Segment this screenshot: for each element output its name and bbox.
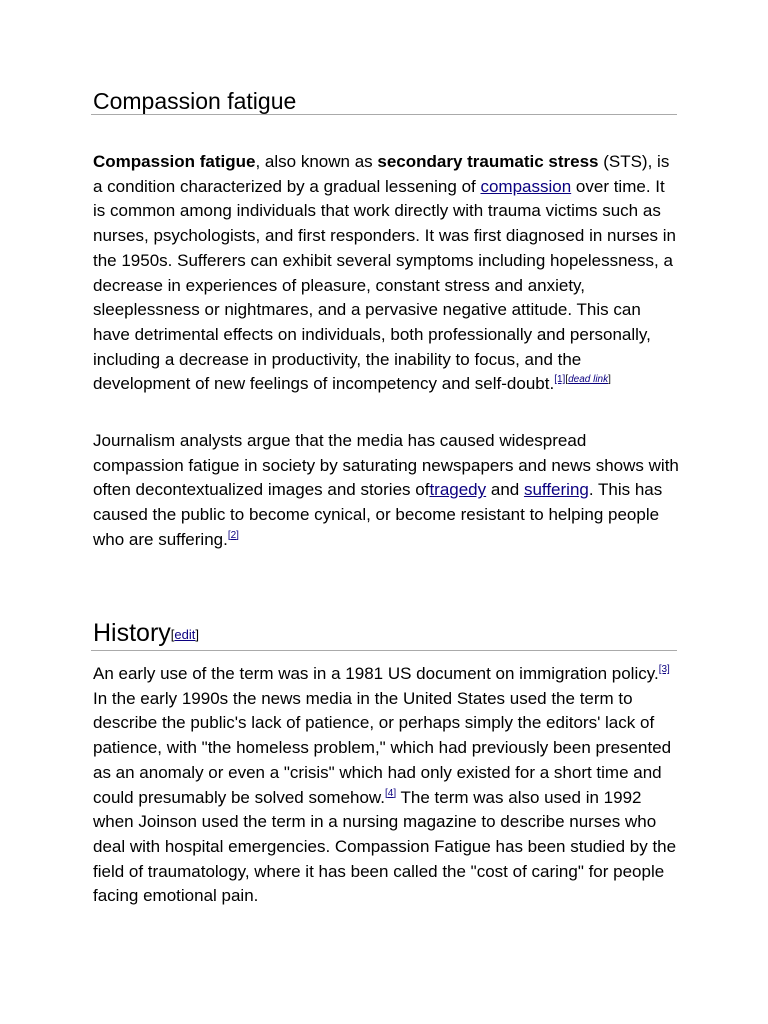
citation-group-3 — [659, 664, 670, 675]
history-text-3: The term was also used in 1992 when Joinson used the term in a nursing magazine to describe nurses who deal with hospital emergencies. Compassion Fatigue has been studied by the field of traumatology, where it has been called the "cost of caring" for people facing emotional pain. — [93, 787, 677, 906]
history-heading-label: History — [93, 619, 171, 647]
title-divider — [91, 114, 677, 115]
history-paragraph — [93, 662, 679, 909]
journalism-text-2: and — [486, 480, 524, 500]
dead-link-label: dead link — [568, 374, 609, 386]
dead-link-open: [ — [565, 374, 569, 386]
history-text-2: In the early 1990s the news media in the United States used the term to describe the public's lack of patience, or perhaps simply the editors' lack of patience, with "the homeless problem," which had previously been presented as an anomaly or even a "crisis" which had only existed for a short time and could presumably be solved somehow. — [93, 688, 672, 807]
journalism-text-3: . This has caused the public to become cynical, or become resistant to helping people who are suffering. — [93, 480, 663, 549]
dead-link-close: ] — [608, 374, 611, 386]
term-bold: Compassion fatigue — [93, 152, 256, 171]
citation-2-link[interactable]: [2] — [227, 529, 239, 541]
alt-term-bold: secondary traumatic stress — [377, 152, 599, 171]
edit-link[interactable]: edit — [174, 627, 196, 642]
intro-text-1: , also known as — [255, 152, 378, 171]
suffering-link[interactable]: suffering — [523, 480, 589, 500]
history-divider — [91, 650, 677, 651]
citation-group-4 — [385, 788, 396, 799]
edit-close-bracket: ] — [195, 627, 200, 642]
journalism-paragraph — [93, 429, 679, 553]
intro-paragraph — [93, 150, 679, 397]
history-heading — [93, 618, 199, 650]
citation-4-link[interactable]: [4] — [385, 787, 397, 799]
edit-open-bracket: [ — [170, 627, 175, 642]
tragedy-link[interactable]: tragedy — [429, 480, 487, 500]
edit-section — [171, 627, 199, 642]
citation-3-link[interactable]: [3] — [658, 664, 670, 675]
compassion-link[interactable]: compassion — [480, 176, 572, 196]
intro-text-2: (STS), is a condition characterized by a gradual lessening of — [93, 152, 670, 196]
journalism-text-1: Journalism analysts argue that the media has caused widespread compassion fatigue in society by saturating newspapers and news shows with often decontextualized images and stories of — [93, 431, 679, 500]
intro-text-3: over time. It is common among individuals that work directly with trauma victims such as nurses, psychologists, and first responders. It was first diagnosed in nurses in the 1950s. Sufferers can exhibit several symptoms including hopelessness, a decrease in experiences of pleasure, constant stress and anxiety, sleeplessness or nightmares, and a pervasive negative attitude. This can have detrimental effects on individuals, both professionally and personally, including a decrease in productivity, the inability to focus, and the development of new feelings of incompetency and self-doubt. — [93, 176, 677, 394]
citation-group-2 — [228, 530, 239, 541]
citation-group-1 — [554, 374, 611, 385]
page-title: Compassion fatigue — [93, 88, 297, 114]
dead-link-link[interactable] — [568, 374, 608, 385]
citation-1-link[interactable]: [1] — [554, 374, 566, 386]
history-text-1: An early use of the term was in a 1981 US document on immigration policy. — [93, 664, 659, 683]
